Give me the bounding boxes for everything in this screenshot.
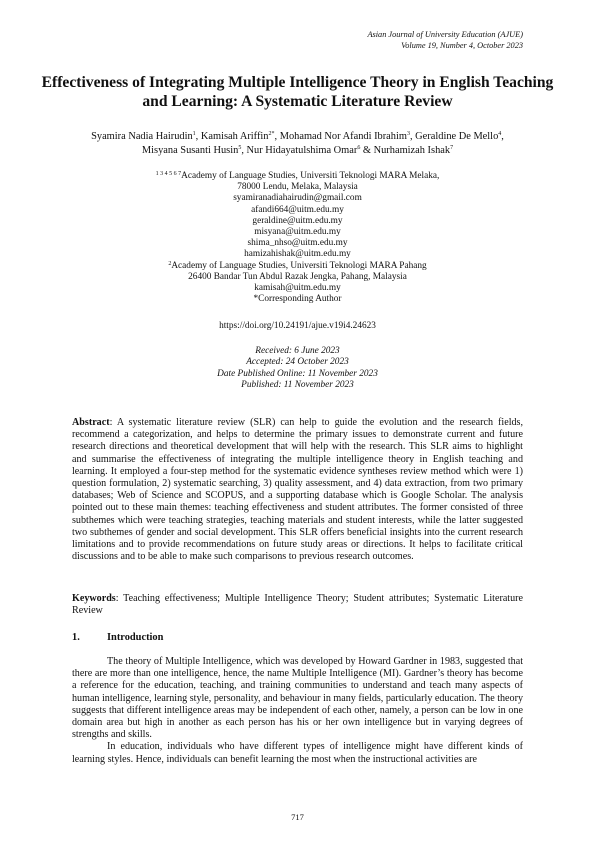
journal-volume: Volume 19, Number 4, October 2023 <box>401 41 523 50</box>
section-number: 1. <box>72 632 80 643</box>
affiliation-address: 78000 Lendu, Melaka, Malaysia <box>237 182 358 193</box>
author-sup: 5 <box>238 144 242 151</box>
author-sup: 3 <box>406 131 410 137</box>
affiliation-text: Academy of Language Studies, Universiti Teknologi MARA Pahang <box>171 260 427 271</box>
date-online: Date Published Online: 11 November 2023 <box>217 368 378 379</box>
author-name: Geraldine De Mello <box>415 131 499 142</box>
affiliation-sup: 2 <box>168 260 172 267</box>
email-link[interactable]: kamisah@uitm.edu.my <box>254 283 341 294</box>
corresponding-author-note: *Corresponding Author <box>253 294 342 305</box>
date-published: Published: 11 November 2023 <box>241 379 354 390</box>
email-link[interactable]: syamiranadiahairudin@gmail.com <box>233 193 362 204</box>
author-list: Syamira Nadia Hairudin$^1$, Kamisah Ariffin$^{2*}$, Mohamad Nor Afandi Ibrahim$^3$, Geraldine De Mello$^4$, Misyana Susanti Husin$^5$, Nur Hidayatulshima Omar$^6$ & Nurhamizah Ishak$^7$ <box>91 131 504 156</box>
author-sup: 6 <box>357 144 361 151</box>
journal-name: Asian Journal of University Education (AJUE) <box>367 30 523 39</box>
email-link[interactable]: shima_nhso@uitm.edu.my <box>247 238 348 249</box>
email-link[interactable]: geraldine@uitm.edu.my <box>252 215 343 226</box>
keywords <box>72 593 523 617</box>
introduction-body <box>72 656 523 766</box>
affiliation-melaka <box>90 171 505 182</box>
author-name: Mohamad Nor Afandi Ibrahim <box>279 131 407 142</box>
section-title: Introduction <box>107 632 164 643</box>
date-received: Received: 6 June 2023 <box>255 346 340 356</box>
email-link[interactable]: hamizahishak@uitm.edu.my <box>244 249 351 260</box>
affiliation-address: 26400 Bandar Tun Abdul Razak Jengka, Pahang, Malaysia <box>188 271 407 282</box>
abstract-label: Abstract <box>72 417 110 428</box>
affiliation-sup: 1 3 4 5 6 7 <box>155 171 182 177</box>
keywords-text: : Teaching effectiveness; Multiple Intelligence Theory; Student attributes; Systematic Literature Review <box>72 593 523 617</box>
author-name: Nur Hidayatulshima Omar <box>246 144 358 156</box>
author-sup: 4 <box>498 131 502 137</box>
author-sup: 2* <box>268 131 275 137</box>
doi-link[interactable]: https://doi.org/10.24191/ajue.v19i4.24623 <box>219 321 376 331</box>
author-name: Kamisah Ariffin <box>200 131 269 142</box>
author-name: Nurhamizah Ishak <box>373 144 451 156</box>
email-link[interactable]: afandi664@uitm.edu.my <box>251 204 344 215</box>
abstract <box>72 417 523 563</box>
affiliation-pahang <box>90 261 505 272</box>
author-name: Syamira Nadia Hairudin <box>91 131 193 142</box>
email-link[interactable]: misyana@uitm.edu.my <box>254 227 341 238</box>
keywords-label: Keywords <box>72 593 116 604</box>
page-number: 717 <box>291 812 304 822</box>
paper-title: Effectiveness of Integrating Multiple Intelligence Theory in English Teaching and Learning: A Systematic Literature Review <box>41 74 554 110</box>
publication-dates <box>60 346 535 391</box>
affiliation-text: Academy of Language Studies, Universiti Teknologi MARA Melaka, <box>181 171 440 181</box>
abstract-text: : A systematic literature review (SLR) can help to guide the evolution and the research fields, recommend a categorization, and helps to determine the primary issues to demonstrate current and future research directions and theoretical development that will help with the research. This SLR aims to highlight and summarise the effectiveness of integrating the multiple intelligence theory in English teaching and learning. It employed a four-step method for the systematic evidence syntheses review method which were 1) question formulation, 2) systematic searching, 3) quality assessment, and 4) data extraction, from two primary databases; Web of Science and SCOPUS, and a supporting database which is Google Scholar. The analysis pointed out to these main themes: teaching effectiveness and student attributes. The former consisted of three subthemes which were teaching strategies, teaching materials and student interests, while the latter suggested two subthemes of gender and social development. This SLR offers beneficial insights into the current research limitations and to provide recommendations on future study areas or directions. It helps to facilitate critical discussions and to be able to make such comparisons to previous research outcomes. <box>72 417 523 563</box>
body-paragraph: In education, individuals who have different types of intelligence might have different kinds of learning styles. Hence, individuals can benefit learning the most when the instructional activities are <box>72 741 523 765</box>
body-paragraph: The theory of Multiple Intelligence, which was developed by Howard Gardner in 1983, suggested that there are more than one intelligence, hence, the name Multiple Intelligence (MI). Gardner’s theory has become a reference for the education, teaching, and training communities to understand and teach many aspects of human intelligence, learning style, personality, and behaviour in many fields, particularly education. The theory suggests that different intelligence areas may be independent of each other, namely, a person can be low in one domain area but high in another as each person has his or her own intelligence but in varying degrees of strengths and skills. <box>72 656 523 741</box>
author-sup: 1 <box>192 131 196 137</box>
affiliations <box>90 171 505 305</box>
date-accepted: Accepted: 24 October 2023 <box>246 357 349 368</box>
section-heading <box>72 632 163 644</box>
journal-header <box>367 29 523 51</box>
author-sup: 7 <box>450 144 454 151</box>
author-name: Misyana Susanti Husin <box>141 144 239 156</box>
